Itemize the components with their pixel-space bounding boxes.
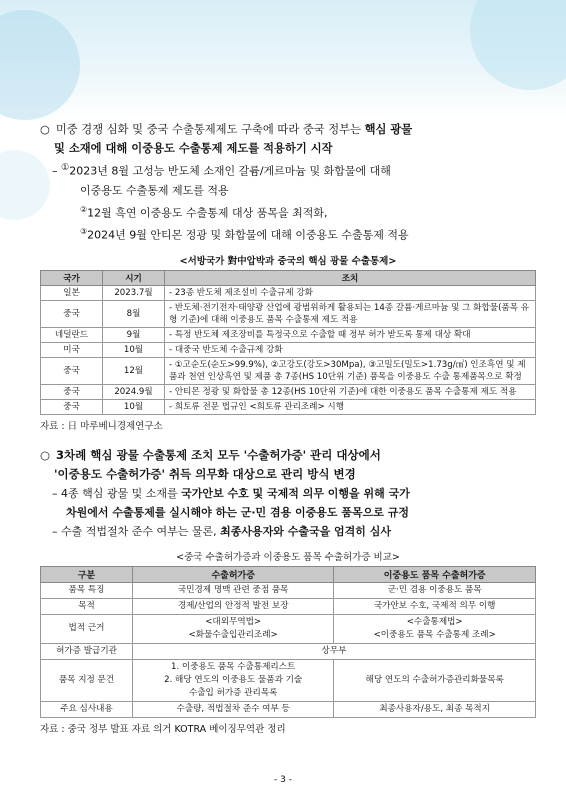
table-row bbox=[41, 643, 536, 659]
table2 bbox=[40, 566, 536, 718]
cell-label: 법적 근거 bbox=[41, 614, 133, 643]
bullet-text: 3차례 핵심 광물 수출통제 조치 모두 '수출허가증' 관리 대상에서 bbox=[56, 447, 381, 462]
cell-label: 품목 지정 문건 bbox=[41, 659, 133, 701]
section2-sub bbox=[40, 484, 536, 503]
cell-dual-use-license: 최종사용자/용도, 최종 목적지 bbox=[334, 701, 536, 717]
cell-country: 중국 bbox=[41, 384, 103, 399]
dash-marker: – bbox=[52, 164, 58, 178]
table2-title: <중국 수출허가증과 이중용도 품목 수출허가증 비교> bbox=[176, 551, 400, 563]
sub-text: 2024년 9월 안티몬 정광 및 화합물에 대해 이중용도 수출통제 적용 bbox=[87, 228, 409, 242]
sub-text: 12월 흑연 이중용도 수출통제 대상 품목을 최적화, bbox=[87, 206, 328, 220]
table-row bbox=[41, 342, 536, 357]
table1-header: 시기 bbox=[103, 270, 165, 285]
table-row bbox=[41, 384, 536, 399]
section1-sub-line bbox=[40, 222, 536, 245]
cell-country: 중국 bbox=[41, 399, 103, 414]
cell-label: 목적 bbox=[41, 598, 133, 614]
num-marker: ③ bbox=[80, 227, 88, 237]
section2 bbox=[40, 446, 536, 735]
sub-bold-text: 국가안보 수호 및 국제적 의무 이행을 위해 국가 bbox=[181, 486, 410, 500]
num-marker: ① bbox=[61, 162, 70, 173]
section1-bullet bbox=[40, 120, 536, 139]
table1 bbox=[40, 270, 536, 415]
table-row bbox=[41, 582, 536, 598]
section2-sub bbox=[40, 522, 536, 541]
section1-sub bbox=[40, 158, 536, 181]
dash-marker: – bbox=[52, 524, 58, 538]
cell-dual-use-license: 군·민 겸용 이중용도 품목 bbox=[334, 582, 536, 598]
table-row bbox=[41, 701, 536, 717]
bullet-text: 미중 경쟁 심화 및 중국 수출통제제도 구축에 따라 중국 정부는 bbox=[55, 123, 365, 136]
cell-country: 일본 bbox=[41, 285, 103, 300]
cell-country: 중국 bbox=[41, 300, 103, 327]
table1-header: 국가 bbox=[41, 270, 103, 285]
table-row bbox=[41, 300, 536, 327]
cell-label: 품목 특징 bbox=[41, 582, 133, 598]
cell-date: 2023.7월 bbox=[103, 285, 165, 300]
cell-action: - 안티몬 정광 및 화합물 총 12종(HS 10단위 기준)에 대한 이중용도 품목 수출통제 제도 적용 bbox=[165, 384, 536, 399]
table-row bbox=[41, 357, 536, 384]
table2-header: 구분 bbox=[41, 566, 133, 582]
sub-text: 2023년 8월 고성능 반도체 소재인 갈륨/게르마늄 및 화합물에 대해 bbox=[69, 164, 391, 178]
cell-country: 중국 bbox=[41, 357, 103, 384]
cell-action: - 특정 반도체 제조장비를 특정국으로 수출할 때 정부 허가 받도록 통제 대상 확대 bbox=[165, 327, 536, 342]
cell-label: 허가증 발급기관 bbox=[41, 643, 133, 659]
table1-source: 자료 : 日 마루베니경제연구소 bbox=[40, 420, 163, 432]
cell-action: - ①고순도(순도>99.9%), ②고강도(강도>30Mpa), ③고밀도(밀도>1.73g/㎤) 인조흑연 및 제품과 천연 인상흑연 및 제품 총 7종(HS 10단위 기준) 품목을 이중용도 수출 통제품목으로 확정 bbox=[165, 357, 536, 384]
page-number: - 3 - bbox=[274, 775, 292, 785]
cell-date: 9월 bbox=[103, 327, 165, 342]
cell-export-license: 국민경제 명맥 관련 중점 품목 bbox=[133, 582, 334, 598]
table2-source: 자료 : 중국 정부 발표 자료 의거 KOTRA 베이징무역관 정리 bbox=[40, 723, 286, 735]
cell-action: - 반도체·전기전자·태양광 산업에 광범위하게 활용되는 14종 갈륨·게르마늄 및 그 화합물(품목 유형 기준)에 대해 이중용도 품목 수출통제 제도 적용 bbox=[165, 300, 536, 327]
cell-date: 10월 bbox=[103, 399, 165, 414]
cell-date: 10월 bbox=[103, 342, 165, 357]
circle-bullet-icon: ○ bbox=[40, 447, 51, 462]
cell-export-license: 1. 이중용도 품목 수출통제리스트 2. 해당 연도의 이중용도 물품과 기술 수출입 허가증 관리목록 bbox=[133, 659, 334, 701]
section2-bullet-cont: '이중용도 수출허가증' 취득 의무화 대상으로 관리 방식 변경 bbox=[54, 466, 356, 481]
table2-header: 이중용도 품목 수출허가증 bbox=[334, 566, 536, 582]
table2-header: 수출허가증 bbox=[133, 566, 334, 582]
cell-export-license: 경제/산업의 안정적 발전 보장 bbox=[133, 598, 334, 614]
sub-text: 수출 적법절차 준수 여부는 물론, bbox=[61, 524, 221, 538]
section2-bullet bbox=[40, 446, 536, 465]
cell-export-license: 수출량, 적법절차 준수 여부 등 bbox=[133, 701, 334, 717]
section1-sub-line bbox=[40, 200, 536, 223]
table-row bbox=[41, 598, 536, 614]
cell-country: 미국 bbox=[41, 342, 103, 357]
circle-bullet-icon: ○ bbox=[40, 123, 50, 136]
cell-action: - 23종 반도체 제조설비 수출규제 강화 bbox=[165, 285, 536, 300]
table-row bbox=[41, 285, 536, 300]
bullet-bold-text: 핵심 광물 bbox=[364, 123, 413, 136]
cell-action: - 희토류 전문 법규인 <희토류 관리조례> 시행 bbox=[165, 399, 536, 414]
section1-sub-line: 이중용도 수출통제 제도를 적용 bbox=[80, 183, 229, 197]
cell-dual-use-license: 해당 연도의 수출허가증관리화물목록 bbox=[334, 659, 536, 701]
cell-date: 2024.9월 bbox=[103, 384, 165, 399]
table1-header: 조치 bbox=[165, 270, 536, 285]
cell-date: 8월 bbox=[103, 300, 165, 327]
sub-bold-text: 최종사용자와 수출국을 엄격히 심사 bbox=[220, 524, 392, 538]
cell-action: - 대중국 반도체 수출규제 강화 bbox=[165, 342, 536, 357]
document-body bbox=[40, 120, 536, 735]
table1-title: <서방국가 對中압박과 중국의 핵심 광물 수출통제> bbox=[179, 255, 397, 267]
cell-country: 네덜란드 bbox=[41, 327, 103, 342]
section1-bullet-cont: 및 소재에 대해 이중용도 수출통제 제도를 적용하기 시작 bbox=[54, 142, 333, 155]
num-marker: ② bbox=[80, 204, 88, 214]
cell-date: 12월 bbox=[103, 357, 165, 384]
cell-dual-use-license: <수출통제법> <이중용도 품목 수출통제 조례> bbox=[334, 614, 536, 643]
table-row bbox=[41, 659, 536, 701]
cell-export-license: <대외무역법> <화물수출입관리조례> bbox=[133, 614, 334, 643]
table-row bbox=[41, 614, 536, 643]
section2-sub-cont: 차원에서 수출통제를 실시해야 하는 군·민 겸용 이중용도 품목으로 규정 bbox=[66, 505, 409, 519]
cell-label: 주요 심사내용 bbox=[41, 701, 133, 717]
sub-text: 4종 핵심 광물 및 소재를 bbox=[61, 486, 182, 500]
cell-merged: 상무부 bbox=[133, 643, 536, 659]
table-row bbox=[41, 399, 536, 414]
dash-marker: – bbox=[52, 486, 58, 500]
table-row bbox=[41, 327, 536, 342]
cell-dual-use-license: 국가안보 수호, 국제적 의무 이행 bbox=[334, 598, 536, 614]
